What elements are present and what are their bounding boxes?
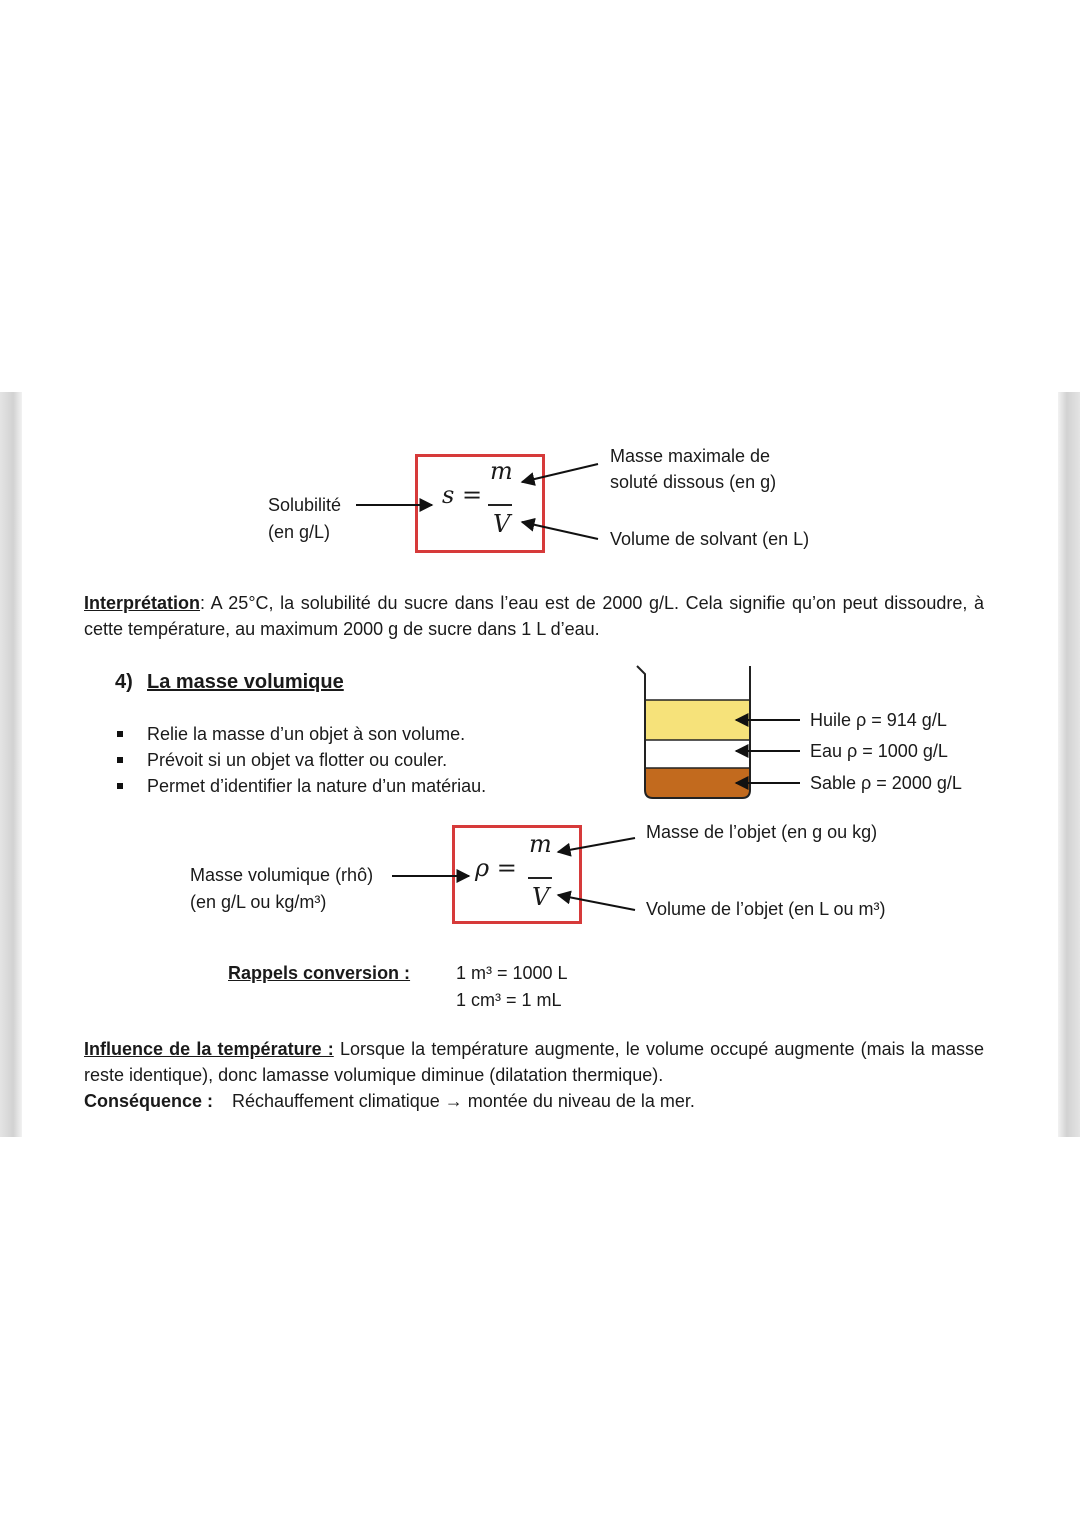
conversion-line-2: 1 cm³ = 1 mL [456,990,562,1010]
density-label: Masse volumique (rhô) [190,865,374,885]
density-denominator: V [532,883,550,911]
solubility-mass-label-line2: soluté dissous (en g) [610,472,777,492]
temperature-heading: Influence de la température : [84,1039,334,1059]
density-mass-label: Masse de l’objet (en g ou kg) [646,822,878,842]
section-title: La masse volumique [147,671,344,693]
bullet-item-2: Prévoit si un objet va flotter ou couler. [147,750,448,770]
density-numerator: m [529,830,552,858]
arrow-mass-to-m [522,464,598,482]
solubility-volume-label: Volume de solvant (en L) [610,529,810,549]
solubility-mass-label-line1: Masse maximale de [610,446,771,466]
bullet-item-3: Permet d’identifier la nature d’un matériau. [147,776,487,796]
conversion-line-1: 1 m³ = 1000 L [456,963,568,983]
beaker-oil-label: Huile ρ = 914 g/L [810,710,947,730]
document-page [0,392,1080,1137]
bullet-item-1: Relie la masse d’un objet à son volume. [147,724,466,744]
solubility-numerator: m [490,457,513,485]
arrow-volume-to-v [522,522,598,539]
consequence-heading: Conséquence : [84,1091,214,1111]
interpretation-heading: Interprétation [84,593,201,613]
arrow-volume-to-v-density [558,895,635,910]
temperature-text: Lorsque la température augmente, le volume occupé augmente (mais la masse reste identique), donc lamasse volumique diminue (dilatation thermique). [84,1039,984,1085]
solubility-label: Solubilité [268,495,342,515]
arrow-mass-to-m-density [558,838,635,852]
density-formula-lhs: ρ = [475,854,517,882]
beaker-outline [637,666,750,798]
density-volume-label: Volume de l’objet (en L ou m³) [646,899,886,919]
section-number: 4) [115,671,133,693]
interpretation-text: : A 25°C, la solubilité du sucre dans l’eau est de 2000 g/L. Cela signifie qu’on peut dissoudre, à cette température, au maximum 2000 g de sucre dans 1 L d’eau. [84,593,984,639]
beaker-sand-label: Sable ρ = 2000 g/L [810,773,962,793]
conversion-heading: Rappels conversion : [228,963,411,983]
diagram-arrows [0,392,1080,1137]
solubility-formula-lhs: s = [442,481,483,509]
beaker-water-label: Eau ρ = 1000 g/L [810,741,948,761]
solubility-denominator: V [493,510,511,538]
density-unit: (en g/L ou kg/m³) [190,892,327,912]
solubility-unit: (en g/L) [268,522,331,542]
consequence-text: Réchauffement climatique → montée du niveau de la mer. [232,1091,695,1111]
